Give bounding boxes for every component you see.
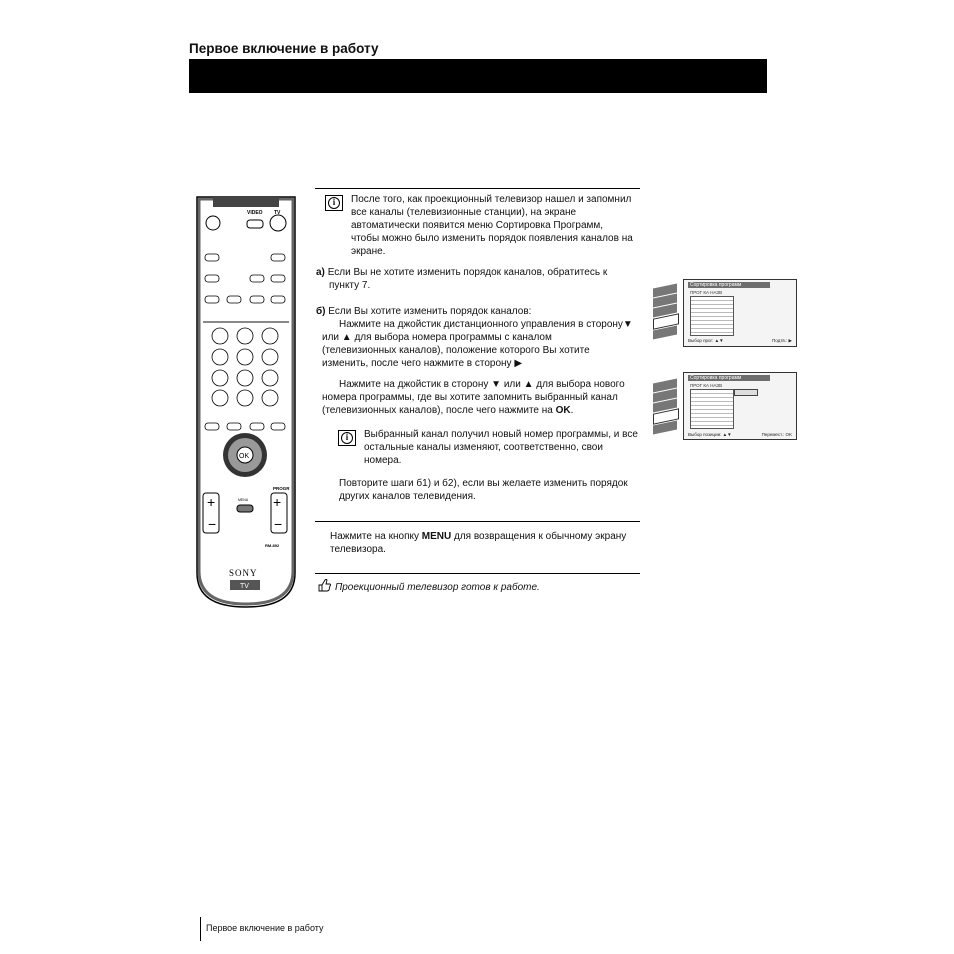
menu-tabs-1 — [653, 286, 677, 338]
thumbs-up-icon — [318, 578, 332, 592]
divider-top — [315, 188, 640, 189]
tv-label: TV — [274, 210, 281, 216]
note-text: Выбранный канал получил новый номер программы, и все остальные каналы изменяют, соответственно, свои номера. — [364, 429, 638, 466]
svg-text:−: − — [274, 516, 283, 532]
svg-text:+: + — [273, 494, 282, 510]
model-label: RM-892 — [265, 543, 280, 548]
tv-badge: TV — [240, 583, 249, 590]
menu-step: Нажмите на кнопку MENU для возвращения к обычному экрану телевизора. — [330, 531, 627, 555]
info-icon: i — [325, 195, 343, 211]
brand-label: SONY — [229, 568, 258, 578]
video-label: VIDEO — [247, 210, 263, 216]
step-b2: Нажмите на джойстик в сторону ▼ или ▲ для выбора нового — [339, 379, 625, 390]
step-a: а) Если Вы не хотите изменить порядок каналов, обратитесь к пункту 7. — [316, 267, 608, 291]
divider-bottom — [315, 573, 640, 574]
menu-screenshot-1: Сортировка программ ПРОГ КА НАЗВ Выбор прог: ▲▼ Подтв.: ▶ — [683, 279, 797, 347]
step-b2-cont: номера программы, где вы хотите запомнить выбранный канал (телевизионных каналов), после чего нажмите на OK. — [322, 392, 618, 416]
menu-label: MENU — [238, 498, 249, 502]
title-bar — [189, 59, 767, 93]
done-text: Проекционный телевизор готов к работе. — [335, 582, 540, 593]
svg-text:+: + — [207, 494, 216, 510]
menu-screenshot-2: Сортировка программ ПРОГ КА НАЗВ Выбор позиции: ▲▼ Перемест.: OK — [683, 372, 797, 440]
svg-text:−: − — [208, 516, 217, 532]
step-b1: Нажмите на джойстик дистанционного управления в сторону▼ — [339, 319, 633, 330]
repeat-text: Повторите шаги б1) и б2), если вы желаете изменить порядок других каналов телевидения. — [339, 478, 628, 502]
page-title: Первое включение в работу — [189, 41, 379, 56]
divider-middle — [315, 521, 640, 522]
intro-text: После того, как проекционный телевизор нашел и запомнил все каналы (телевизионные станции), на экране автоматически появится меню Сортировка Программ, чтобы можно было изменить порядок появления каналов на экране. — [351, 194, 633, 257]
ok-label: OK — [239, 453, 250, 460]
step-b1-cont: или ▲ для выбора номера программы с каналом (телевизионных каналов), положение которого Вы хотите изменить, после чего нажмите в сторону ▶ — [322, 332, 590, 369]
footer-line — [200, 917, 201, 941]
progr-label: PROGR — [273, 486, 290, 491]
remote-control-illustration — [193, 193, 299, 609]
info-icon-note: i — [338, 430, 356, 446]
step-b-intro: б) Если Вы хотите изменить порядок каналов: — [316, 306, 532, 317]
menu-tabs-2 — [653, 381, 677, 433]
footer-text: Первое включение в работу — [206, 923, 324, 933]
